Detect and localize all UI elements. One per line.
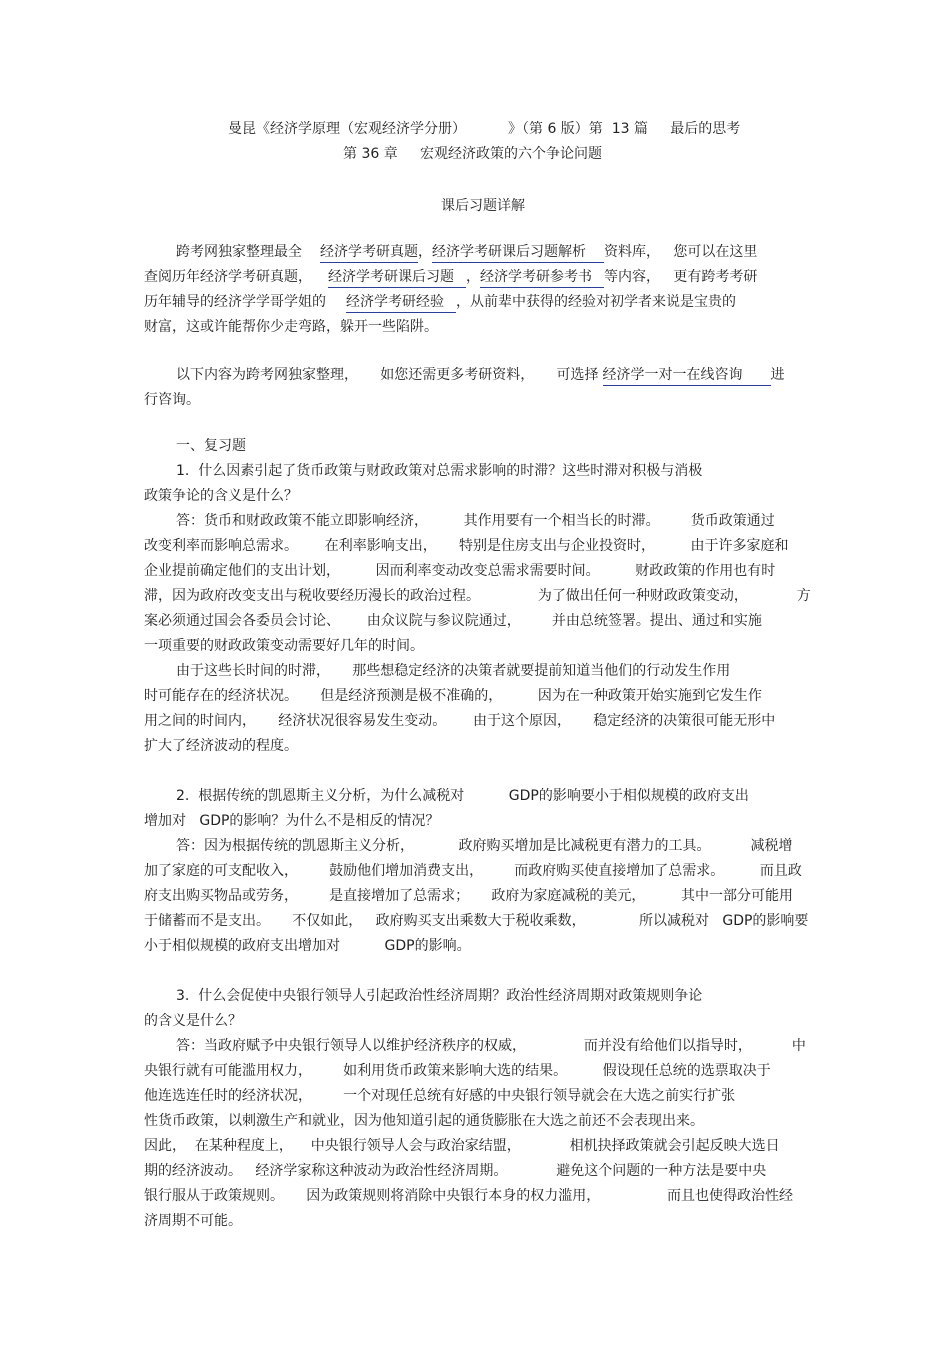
answer-1-line: 一项重要的财政政策变动需要好几年的时间。 <box>144 638 424 654</box>
answer-1-line: 滞，因为政府改变支出与税收要经历漫长的政治过程。 为了做出任何一种财政政策变动， 方 <box>144 588 811 604</box>
question-1: 1. 什么因素引起了货币政策与财政政策对总需求影响的时滞？这些时滞对积极与消极 <box>176 463 703 479</box>
intro-text: 进 <box>770 367 785 383</box>
link-reference-books[interactable]: 经济学考研参考书 <box>480 268 604 288</box>
question-1-cont: 政策争论的含义是什么？ <box>144 488 298 504</box>
book-title-end: 》（第 6 版）第 13 篇 最后的思考 <box>508 121 741 137</box>
intro-line-4: 财富，这或许能帮你少走弯路，躲开一些陷阱。 <box>144 319 438 335</box>
answer-1-line: 改变利率而影响总需求。 在利率影响支出， 特别是住房支出与企业投资时， 由于许多家庭和 <box>144 538 789 554</box>
separator: ， <box>466 269 480 285</box>
answer-1-line: 答：货币和财政政策不能立即影响经济， 其作用要有一个相当长的时滞。 货币政策通过 <box>176 513 775 529</box>
review-heading: 一、复习题 <box>176 438 246 454</box>
link-exam-questions[interactable]: 经济学考研真题 <box>320 243 418 263</box>
question-2-cont: 增加对 GDP的影响？为什么不是相反的情况？ <box>144 813 440 829</box>
intro-line-2 <box>144 268 757 288</box>
answer-1-line: 时可能存在的经济状况。 但是经济预测是极不准确的， 因为在一种政策开始实施到它发生作 <box>144 688 762 704</box>
answer-3-line: 银行服从于政策规则。 因为政策规则将消除中央银行本身的权力滥用， 而且也使得政治性经 <box>144 1188 794 1204</box>
link-exercises[interactable]: 经济学考研课后习题 <box>328 268 466 288</box>
answer-1-line: 案必须通过国会各委员会讨论、 由众议院与参议院通过， 并由总统签署。提出、通过和实施 <box>144 613 762 629</box>
answer-2-line: 小于相似规模的政府支出增加对 GDP的影响。 <box>144 938 471 954</box>
intro-text: 资料库， 您可以在这里 <box>604 244 758 260</box>
answer-1-line: 由于这些长时间的时滞， 那些想稳定经济的决策者就要提前知道当他们的行动发生作用 <box>176 663 731 679</box>
answer-3-line: 济周期不可能。 <box>144 1213 242 1229</box>
answer-3-line: 答：当政府赋予中央银行领导人以维护经济秩序的权威， 而并没有给他们以指导时， 中 <box>176 1038 806 1054</box>
question-3-cont: 的含义是什么？ <box>144 1013 242 1029</box>
intro-line-5 <box>176 366 785 386</box>
answer-3-line: 性货币政策，以刺激生产和就业，因为他知道引起的通货膨胀在大选之前还不会表现出来。 <box>144 1113 704 1129</box>
intro-line-3 <box>144 293 736 313</box>
link-online-consult[interactable]: 经济学一对一在线咨询 <box>603 366 771 386</box>
link-exam-experience[interactable]: 经济学考研经验 <box>346 293 456 313</box>
intro-text: ，从前辈中获得的经验对初学者来说是宝贵的 <box>456 294 736 310</box>
separator: ， <box>418 244 432 260</box>
question-2: 2. 根据传统的凯恩斯主义分析，为什么减税对 GDP的影响要小于相似规模的政府支出 <box>176 788 749 804</box>
answer-3-line: 因此， 在某种程度上， 中央银行领导人会与政治家结盟， 相机抉择政策就会引起反映大选日 <box>144 1138 780 1154</box>
answer-3-line: 期的经济波动。 经济学家称这种波动为政治性经济周期。 避免这个问题的一种方法是要中央 <box>144 1163 767 1179</box>
intro-text: 跨考网独家整理最全 <box>176 244 302 260</box>
chapter-title: 第 36 章 宏观经济政策的六个争论问题 <box>343 146 602 162</box>
answer-1-line: 扩大了经济波动的程度。 <box>144 738 298 754</box>
intro-text: 以下内容为跨考网独家整理， 如您还需更多考研资料， 可选择 <box>176 367 599 383</box>
answer-3-line: 他连选连任时的经济状况， 一个对现任总统有好感的中央银行领导就会在大选之前实行扩张 <box>144 1088 736 1104</box>
book-title: 曼昆《经济学原理（宏观经济学分册） <box>228 121 466 137</box>
answer-2-line: 府支出购买物品或劳务， 是直接增加了总需求； 政府为家庭减税的美元， 其中一部分可能用 <box>144 888 794 904</box>
intro-text: 等内容， 更有跨考考研 <box>604 269 758 285</box>
intro-text: 查阅历年经济学考研真题， <box>144 269 312 285</box>
answer-2-line: 于储蓄而不是支出。 不仅如此， 政府购买支出乘数大于税收乘数， 所以减税对 GDP的影响要 <box>144 913 809 929</box>
intro-line-6: 行咨询。 <box>144 392 200 408</box>
answer-1-line: 用之间的时间内， 经济状况很容易发生变动。 由于这个原因， 稳定经济的决策很可能无形中 <box>144 713 776 729</box>
answer-2-line: 答：因为根据传统的凯恩斯主义分析， 政府购买增加是比减税更有潜力的工具。 减税增 <box>176 838 793 854</box>
link-exercise-analysis[interactable]: 经济学考研课后习题解析 <box>432 243 604 263</box>
section-title: 课后习题详解 <box>441 198 525 214</box>
intro-text: 历年辅导的经济学学哥学姐的 <box>144 294 326 310</box>
answer-1-line: 企业提前确定他们的支出计划， 因而利率变动改变总需求需要时间。 财政政策的作用也有时 <box>144 563 776 579</box>
book-title-line <box>228 120 740 138</box>
question-3: 3. 什么会促使中央银行领导人引起政治性经济周期？政治性经济周期对政策规则争论 <box>176 988 703 1004</box>
intro-line-1 <box>176 243 757 263</box>
answer-3-line: 央银行就有可能滥用权力， 如利用货币政策来影响大选的结果。 假设现任总统的选票取决于 <box>144 1063 771 1079</box>
answer-2-line: 加了家庭的可支配收入， 鼓励他们增加消费支出， 而政府购买使直接增加了总需求。 而且政 <box>144 863 802 879</box>
